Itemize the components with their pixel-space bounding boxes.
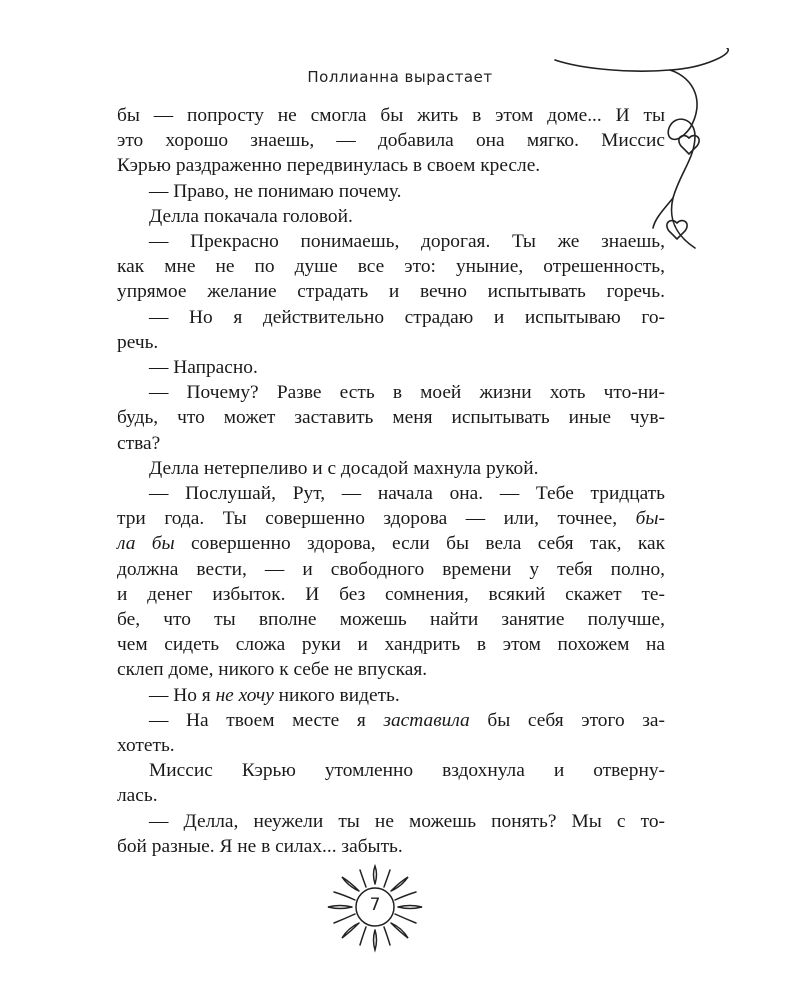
- page-number: 7: [369, 895, 381, 915]
- text-line: лась.: [117, 785, 158, 807]
- text-line: Кэрью раздраженно передвинулась в своем кресле.: [117, 155, 541, 177]
- text-line: Миссис Кэрью утомленно вздохнула и отверну-: [149, 760, 665, 782]
- text-line: хотеть.: [117, 735, 175, 757]
- text-line: — Но я действительно страдаю и испытываю го-: [149, 306, 665, 328]
- text-line: упрямое желание страдать и вечно испытывать горечь.: [117, 281, 665, 303]
- body-text: [117, 103, 665, 859]
- text-line: — На твоем месте я заставила бы себя этого за-: [149, 709, 665, 731]
- text-line: склеп доме, никого к себе не впуская.: [117, 659, 428, 681]
- text-line: — Почему? Разве есть в моей жизни хоть что-ни-: [149, 382, 665, 404]
- text-line: — Но я не хочу никого видеть.: [149, 684, 400, 706]
- page-number-ornament: [320, 862, 430, 957]
- text-line: как мне не по душе все это: уныние, отрешенность,: [117, 256, 665, 278]
- text-line: бе, что ты вполне можешь найти занятие получше,: [117, 609, 665, 631]
- text-line: это хорошо знаешь, — добавила она мягко. Миссис: [117, 130, 665, 152]
- text-line: будь, что может заставить меня испытывать иные чув-: [117, 407, 665, 429]
- text-line: ства?: [117, 432, 161, 454]
- text-line: речь.: [117, 331, 159, 353]
- text-line: — Право, не понимаю почему.: [149, 180, 402, 202]
- text-line: Делла нетерпеливо и с досадой махнула рукой.: [149, 457, 539, 479]
- text-line: — Делла, неужели ты не можешь понять? Мы с то-: [149, 810, 665, 832]
- running-header: Поллианна вырастает: [307, 68, 493, 86]
- text-line: Делла покачала головой.: [149, 205, 353, 227]
- text-line: — Послушай, Рут, — начала она. — Тебе тридцать: [149, 483, 665, 505]
- text-line: ла бы совершенно здорова, если бы вела себя так, как: [117, 533, 665, 555]
- text-line: — Прекрасно понимаешь, дорогая. Ты же знаешь,: [149, 231, 665, 253]
- text-line: — Напрасно.: [149, 357, 258, 379]
- text-line: и денег избыток. И без сомнения, всякий скажет те-: [117, 583, 665, 605]
- text-line: три года. Ты совершенно здорова — или, точнее, бы-: [117, 508, 665, 530]
- text-line: чем сидеть сложа руки и хандрить в этом похожем на: [117, 634, 665, 656]
- text-line: должна вести, — и свободного времени у тебя полно,: [117, 558, 665, 580]
- text-line: бой разные. Я не в силах... забыть.: [117, 835, 403, 857]
- text-line: бы — попросту не смогла бы жить в этом доме... И ты: [117, 105, 665, 126]
